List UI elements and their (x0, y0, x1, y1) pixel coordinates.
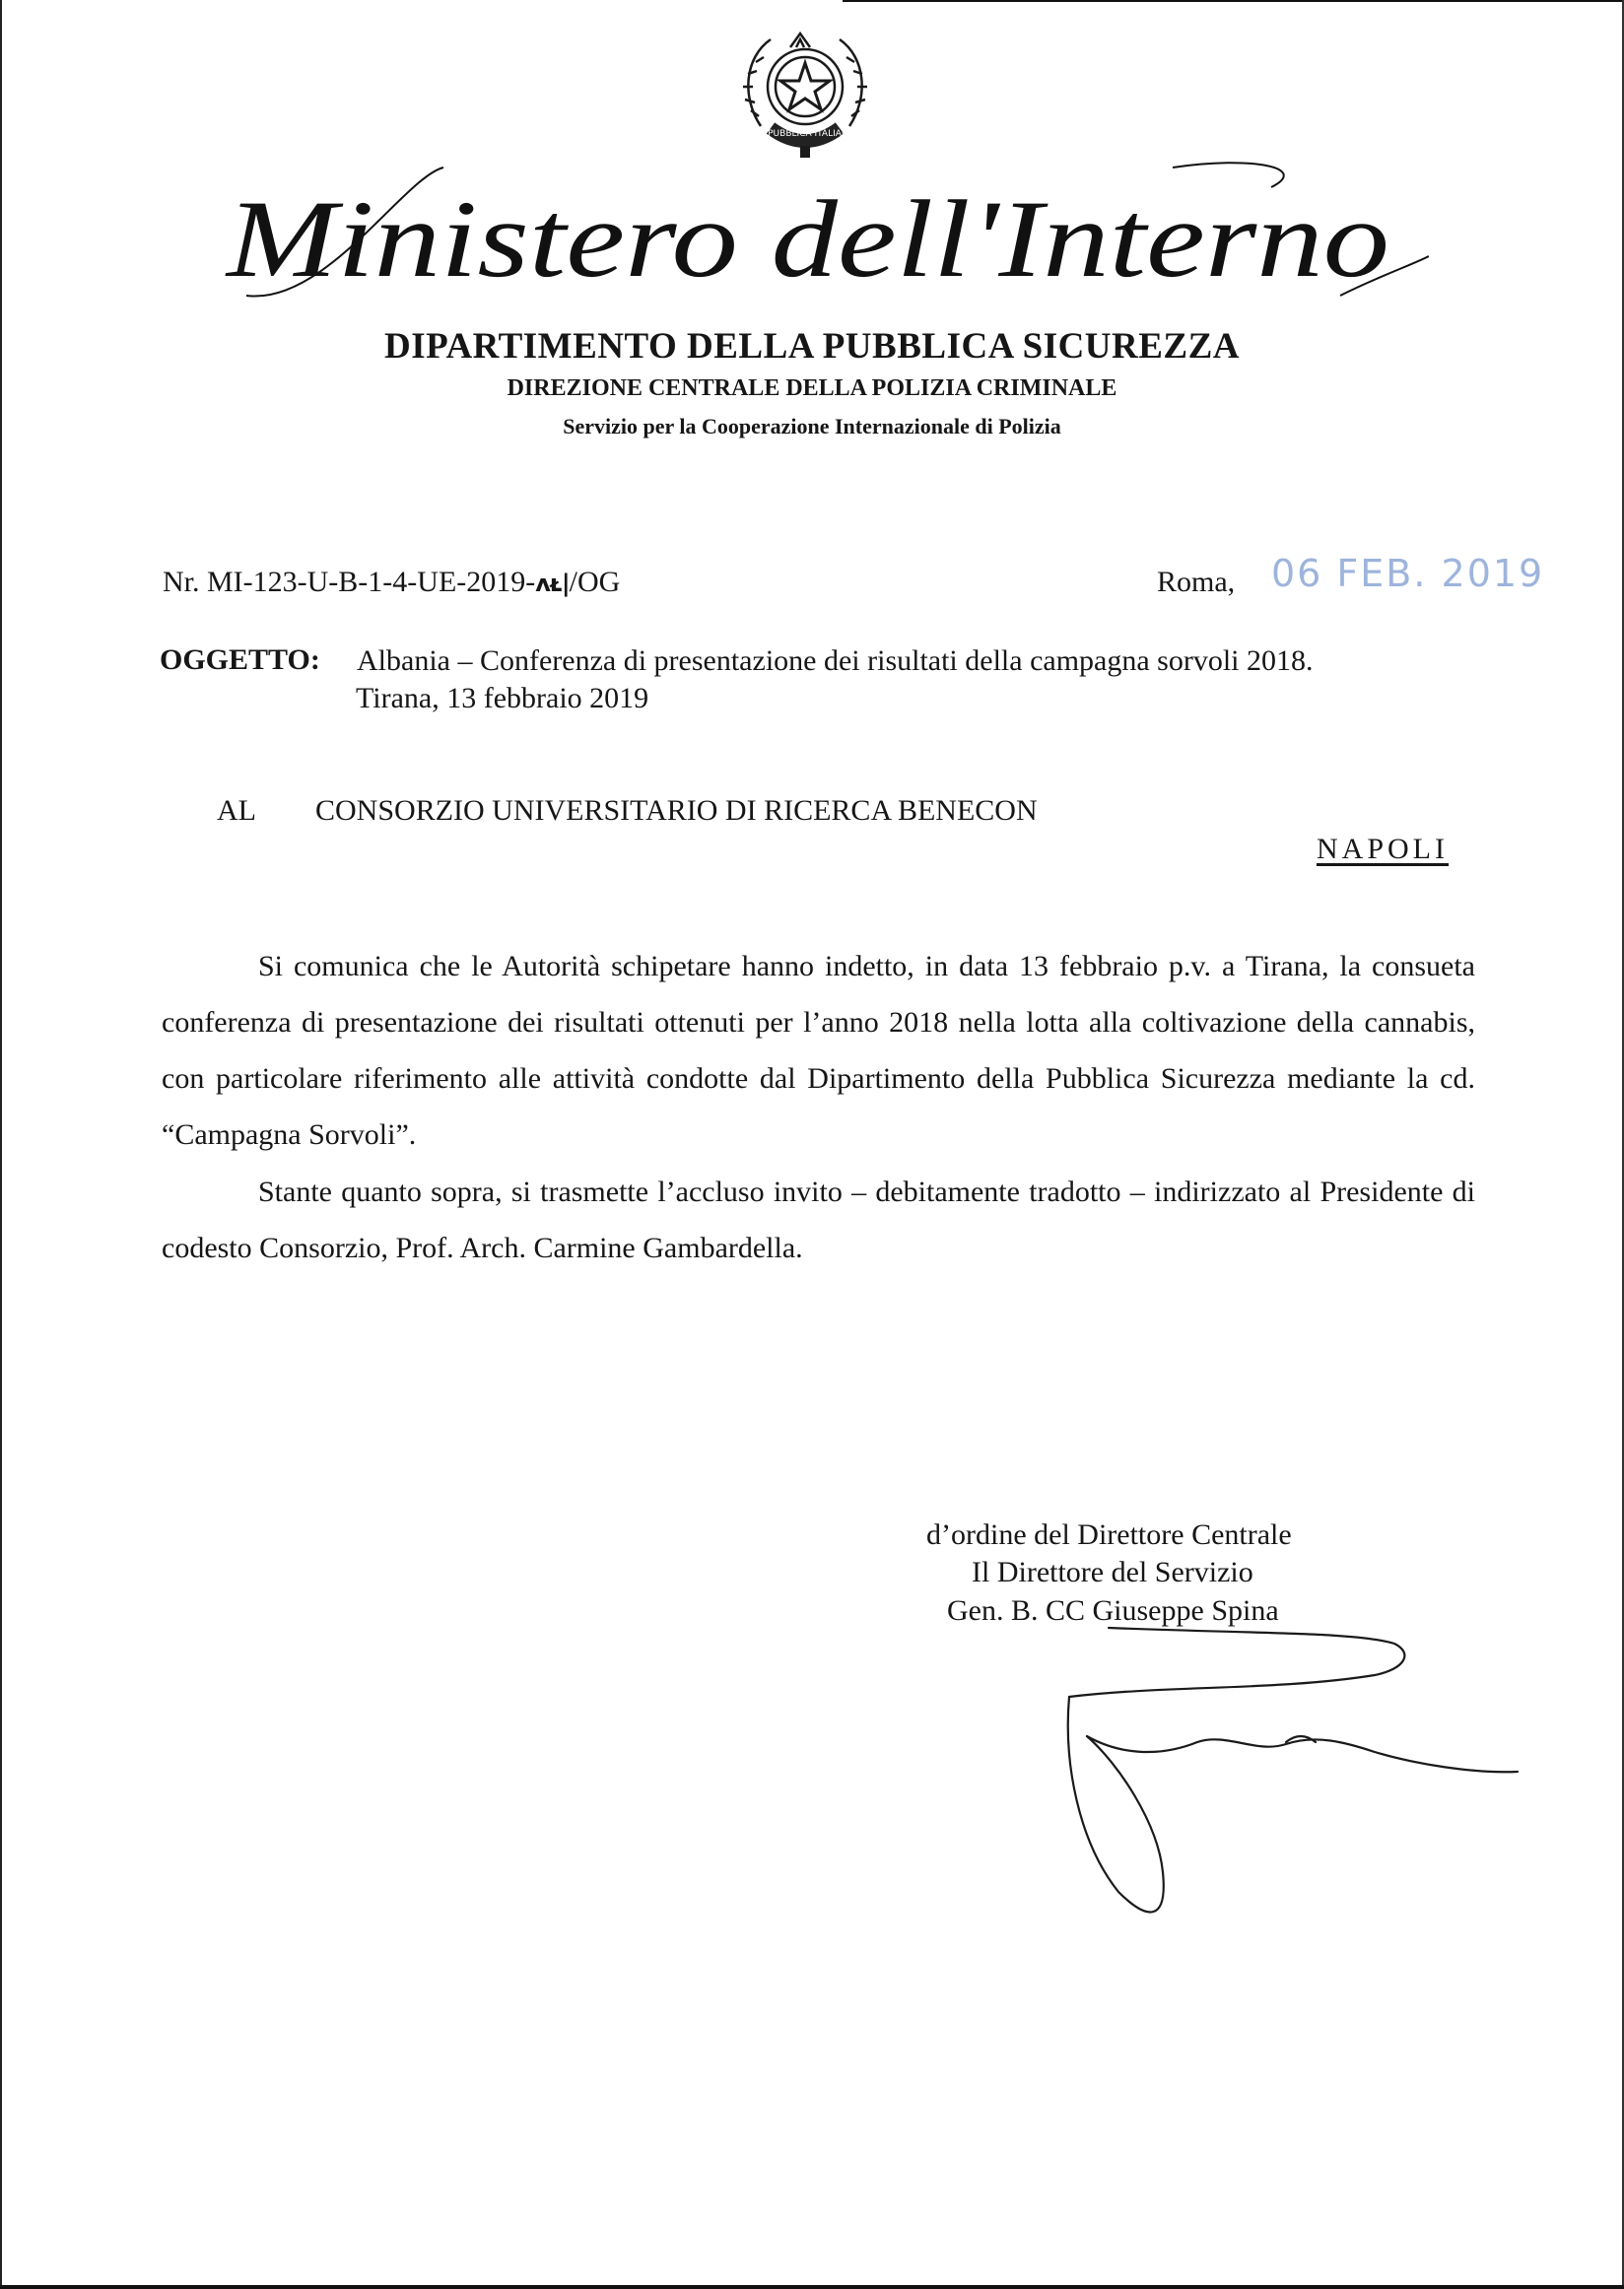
service-heading: Servizio per la Cooperazione Internazionale di Polizia (563, 414, 1061, 438)
recipient-name: CONSORZIO UNIVERSITARIO DI RICERCA BENECON (315, 794, 1038, 827)
signature-line-3: Gen. B. CC Giuseppe Spina (947, 1594, 1279, 1627)
date-stamp: 06 FEB. 2019 (1271, 552, 1545, 595)
handwritten-signature (1059, 1626, 1532, 1981)
republic-emblem-icon (731, 18, 879, 175)
scan-edge-top (843, 0, 1624, 2)
ministry-script-title (207, 158, 1429, 330)
signature-line-2: Il Direttore del Servizio (972, 1556, 1253, 1588)
body-paragraph-2: Stante quanto sopra, si trasmette l’accluso invito – debitamente tradotto – indirizzato al Presidente di codesto Consorzio, Prof. Arch. Carmine Gambardella. (162, 1176, 1475, 1264)
protocol-suffix: /OG (569, 566, 621, 598)
signature-line-1: d’ordine del Direttore Centrale (926, 1518, 1292, 1551)
handwritten-code: ᴧᴌ| (535, 570, 570, 597)
emblem-text: REPUBBLICA ITALIANA (756, 129, 854, 139)
body-paragraph-1: Si comunica che le Autorità schipetare hanno indetto, in data 13 febbraio p.v. a Tirana, la consueta conferenza di presentazione dei risultati ottenuti per l’anno 2018 nella lotta alla coltivazione della cannabis, con particolare riferimento alle attività condotte dal Dipartimento della Pubblica Sicurezza mediante la cd. “Campagna Sorvoli”. (162, 950, 1475, 1151)
protocol-prefix: Nr. MI-123-U-B-1-4-UE-2019- (163, 566, 536, 598)
protocol-number (163, 566, 620, 599)
recipient-city: NAPOLI (1317, 833, 1449, 865)
department-heading: DIPARTIMENTO DELLA PUBBLICA SICUREZZA (383, 326, 1241, 367)
subject-line-2: Tirana, 13 febbraio 2019 (356, 682, 649, 714)
ministry-name: Ministero dell'Interno (224, 178, 1390, 301)
directorate-heading: DIREZIONE CENTRALE DELLA POLIZIA CRIMINALE (507, 375, 1117, 401)
subject-label: OGGETTO: (160, 643, 320, 676)
recipient-prefix: AL (217, 794, 256, 827)
place-label: Roma, (1157, 566, 1236, 598)
subject-line-1: Albania – Conferenza di presentazione dei risultati della campagna sorvoli 2018. (357, 644, 1314, 677)
scan-edge-bottom (0, 2285, 1624, 2289)
